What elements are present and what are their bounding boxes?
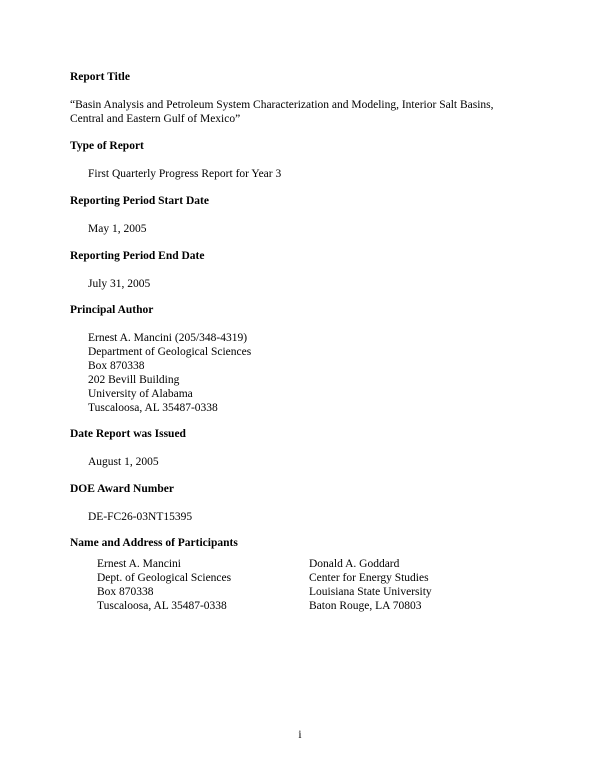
- doe-award-heading: DOE Award Number: [70, 483, 174, 495]
- author-line: University of Alabama: [88, 388, 193, 400]
- type-of-report-text: First Quarterly Progress Report for Year 3: [88, 168, 282, 180]
- author-line: 202 Bevill Building: [88, 374, 180, 386]
- author-line: Department of Geological Sciences: [88, 346, 252, 358]
- participant-right-line: Center for Energy Studies: [309, 572, 429, 584]
- participant-left-line: Tuscaloosa, AL 35487-0338: [97, 600, 227, 612]
- author-line: Ernest A. Mancini (205/348-4319): [88, 332, 248, 344]
- principal-author-heading: Principal Author: [70, 304, 154, 316]
- doe-award-text: DE-FC26-03NT15395: [88, 511, 193, 523]
- author-line: Tuscaloosa, AL 35487-0338: [88, 402, 218, 414]
- participant-right-line: Donald A. Goddard: [309, 558, 400, 570]
- principal-author-block: [88, 331, 251, 415]
- type-of-report-heading: Type of Report: [70, 140, 144, 152]
- participant-left-line: Box 870338: [97, 586, 154, 598]
- report-title-heading: Report Title: [70, 71, 130, 83]
- end-date-heading: Reporting Period End Date: [70, 250, 205, 262]
- date-issued-heading: Date Report was Issued: [70, 428, 186, 440]
- author-line: Box 870338: [88, 360, 145, 372]
- participants-heading: Name and Address of Participants: [70, 537, 238, 549]
- date-issued-text: August 1, 2005: [88, 456, 159, 468]
- participant-left-block: [97, 557, 231, 613]
- participant-left-line: Ernest A. Mancini: [97, 558, 181, 570]
- page-number: i: [298, 729, 302, 741]
- report-title-text: “Basin Analysis and Petroleum System Characterization and Modeling, Interior Salt Basins, Central and Eastern Gulf of Mexico”: [70, 99, 494, 125]
- participant-right-line: Baton Rouge, LA 70803: [309, 600, 422, 612]
- start-date-text: May 1, 2005: [88, 223, 147, 235]
- participant-right-block: [309, 557, 432, 613]
- start-date-heading: Reporting Period Start Date: [70, 195, 209, 207]
- end-date-text: July 31, 2005: [88, 278, 151, 290]
- participant-left-line: Dept. of Geological Sciences: [97, 572, 232, 584]
- participant-right-line: Louisiana State University: [309, 586, 432, 598]
